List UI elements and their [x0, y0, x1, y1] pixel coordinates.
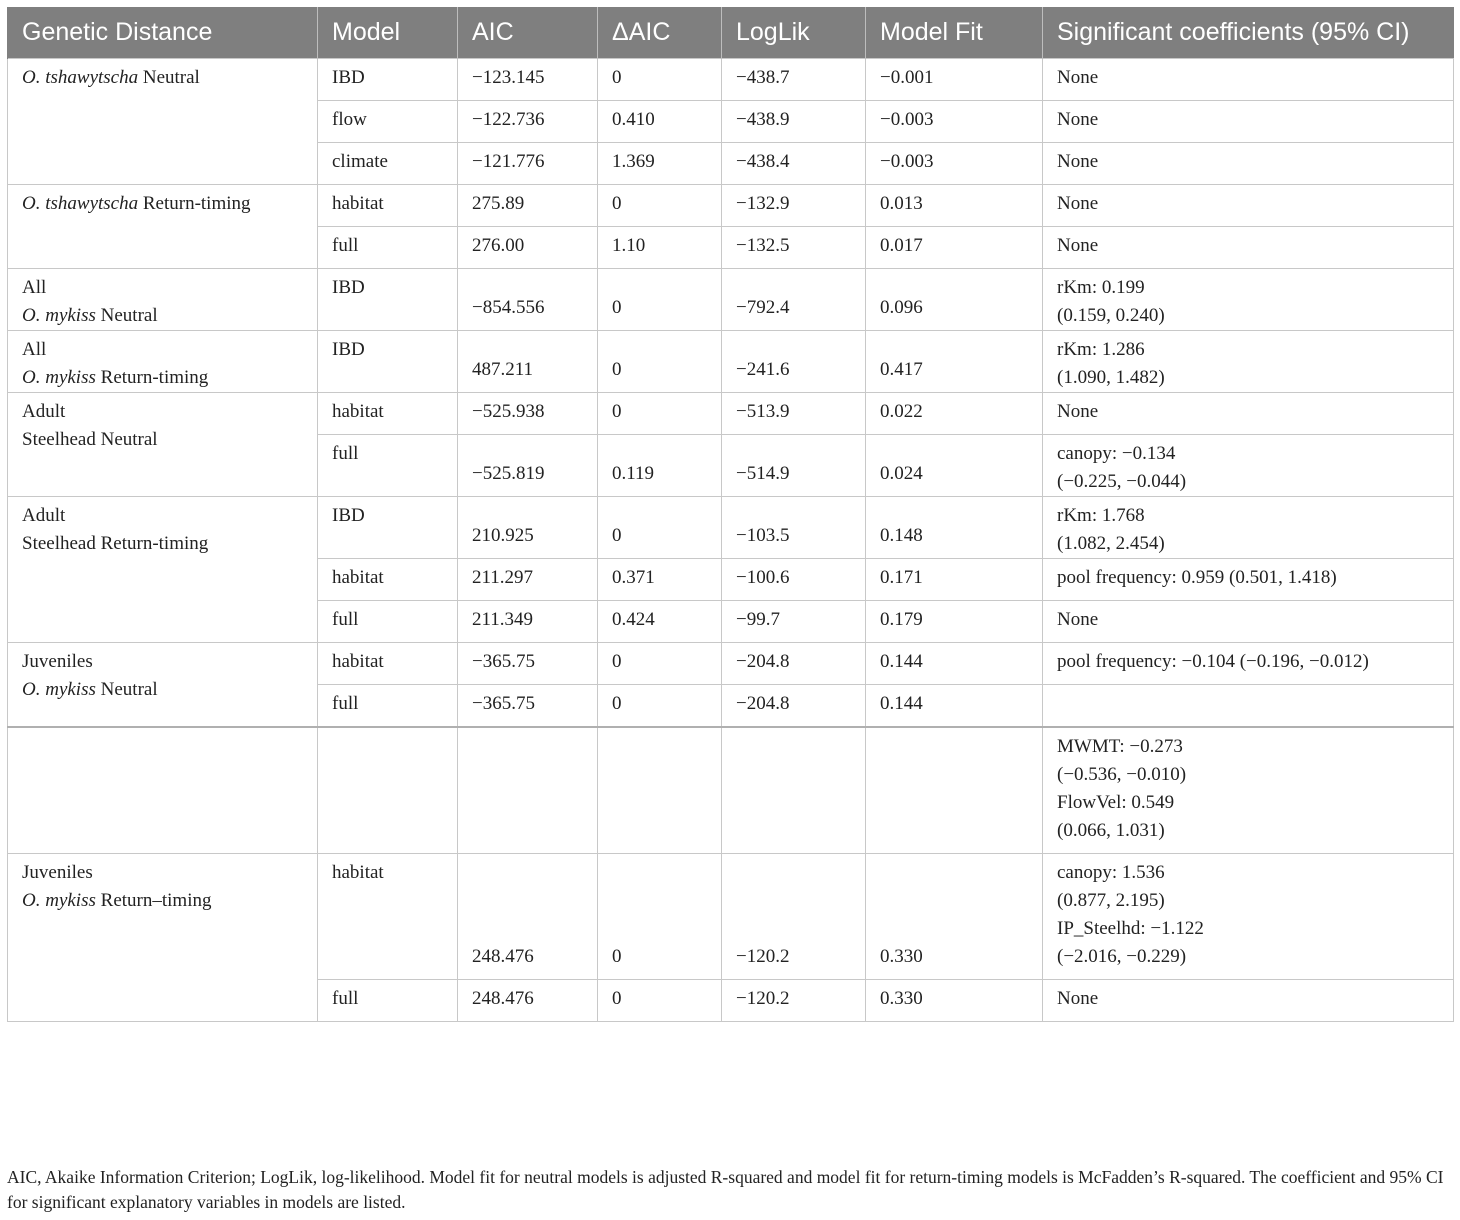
coefficients-cell: None	[1043, 227, 1454, 269]
coefficients-cell: None	[1043, 393, 1454, 435]
delta-aic-cell: 0	[598, 185, 722, 227]
loglik-cell: −120.2	[722, 979, 866, 1021]
model-fit-cell: −0.003	[866, 101, 1043, 143]
model-fit-cell: 0.017	[866, 227, 1043, 269]
coefficients-cell: None	[1043, 59, 1454, 101]
delta-aic-cell: 0.424	[598, 601, 722, 643]
distance-type: Steelhead Return-timing	[22, 533, 209, 554]
table-row	[8, 643, 1454, 685]
header-significant-coefficients: Significant coefficients (95% CI)	[1043, 7, 1454, 59]
delta-aic-cell: 0	[598, 497, 722, 559]
coefficient-line: (0.877, 2.195)	[1057, 889, 1165, 911]
coefficient-line: (1.082, 2.454)	[1057, 533, 1165, 554]
table-row	[8, 853, 1454, 979]
model-fit-cell: 0.024	[866, 435, 1043, 497]
loglik-cell: −204.8	[722, 685, 866, 727]
aic-cell: −525.819	[458, 435, 598, 497]
model-cell: IBD	[318, 497, 458, 559]
distance-type: Steelhead Neutral	[22, 429, 158, 450]
model-fit-cell	[866, 727, 1043, 854]
model-cell: IBD	[318, 269, 458, 331]
coefficients-cell	[1043, 497, 1454, 559]
genetic-distance-cell	[8, 497, 318, 643]
coefficients-cell	[1043, 331, 1454, 393]
model-cell: full	[318, 601, 458, 643]
coefficient-line: (−0.536, −0.010)	[1057, 763, 1187, 785]
aic-cell: −122.736	[458, 101, 598, 143]
aic-cell: 248.476	[458, 979, 598, 1021]
model-cell: IBD	[318, 331, 458, 393]
group-label: Juveniles	[22, 651, 93, 672]
genetic-distance-cell	[8, 727, 318, 854]
header-genetic-distance: Genetic Distance	[8, 7, 318, 59]
delta-aic-cell: 1.10	[598, 227, 722, 269]
loglik-cell: −132.5	[722, 227, 866, 269]
species-name: O. tshawytscha	[22, 193, 139, 214]
model-fit-cell: 0.022	[866, 393, 1043, 435]
loglik-cell: −204.8	[722, 643, 866, 685]
loglik-cell: −100.6	[722, 559, 866, 601]
model-fit-cell: −0.001	[866, 59, 1043, 101]
loglik-cell: −132.9	[722, 185, 866, 227]
table-footnote: AIC, Akaike Information Criterion; LogLik, log-likelihood. Model fit for neutral models is adjusted R-squared and model fit for return-timing models is McFadden’s R-squared. The coefficient and 95% CI for significant explanatory variables in models are listed.	[7, 1167, 1444, 1212]
loglik-cell: −514.9	[722, 435, 866, 497]
species-name: O. mykiss	[22, 367, 96, 388]
coefficients-cell: None	[1043, 185, 1454, 227]
genetic-distance-cell	[8, 269, 318, 331]
delta-aic-cell	[598, 727, 722, 854]
loglik-cell: −103.5	[722, 497, 866, 559]
table-row	[8, 497, 1454, 559]
model-fit-cell: 0.096	[866, 269, 1043, 331]
model-cell: habitat	[318, 853, 458, 979]
coefficient-line: (0.066, 1.031)	[1057, 819, 1165, 841]
delta-aic-cell: 0	[598, 59, 722, 101]
model-fit-cell: 0.144	[866, 685, 1043, 727]
aic-cell: 211.297	[458, 559, 598, 601]
model-fit-cell: −0.003	[866, 143, 1043, 185]
delta-aic-cell: 0	[598, 979, 722, 1021]
model-cell: IBD	[318, 59, 458, 101]
model-fit-cell: 0.330	[866, 853, 1043, 979]
coefficient-line: rKm: 1.768	[1057, 505, 1145, 526]
delta-aic-cell: 0	[598, 643, 722, 685]
distance-type: Return–timing	[100, 889, 212, 911]
aic-cell: 275.89	[458, 185, 598, 227]
coefficient-line: (1.090, 1.482)	[1057, 367, 1165, 388]
model-cell: full	[318, 435, 458, 497]
results-table	[7, 7, 1454, 1022]
model-fit-cell: 0.171	[866, 559, 1043, 601]
aic-cell: 210.925	[458, 497, 598, 559]
group-label: All	[22, 277, 47, 298]
coefficients-cell	[1043, 685, 1454, 727]
coefficient-line: FlowVel: 0.549	[1057, 791, 1175, 813]
coefficient-line: (−2.016, −0.229)	[1057, 945, 1187, 967]
header-aic: AIC	[458, 7, 598, 59]
table-row	[8, 331, 1454, 393]
aic-cell: −365.75	[458, 643, 598, 685]
header-model-fit: Model Fit	[866, 7, 1043, 59]
genetic-distance-cell	[8, 393, 318, 497]
coefficients-cell: pool frequency: −0.104 (−0.196, −0.012)	[1043, 643, 1454, 685]
distance-type: Return-timing	[142, 193, 251, 214]
aic-cell: 211.349	[458, 601, 598, 643]
genetic-distance-cell	[8, 59, 318, 185]
coefficients-cell	[1043, 853, 1454, 979]
header-delta-aic: ΔAIC	[598, 7, 722, 59]
coefficients-cell	[1043, 435, 1454, 497]
model-cell: full	[318, 685, 458, 727]
model-cell	[318, 727, 458, 854]
delta-aic-cell: 0.410	[598, 101, 722, 143]
aic-cell: −121.776	[458, 143, 598, 185]
coefficient-line: IP_Steelhd: −1.122	[1057, 917, 1204, 939]
coefficient-line: canopy: 1.536	[1057, 861, 1165, 883]
table-row	[8, 393, 1454, 435]
coefficients-cell	[1043, 727, 1454, 854]
loglik-cell: −120.2	[722, 853, 866, 979]
header-loglik: LogLik	[722, 7, 866, 59]
loglik-cell	[722, 727, 866, 854]
delta-aic-cell: 0	[598, 853, 722, 979]
aic-cell: 276.00	[458, 227, 598, 269]
coefficients-cell: None	[1043, 979, 1454, 1021]
distance-type: Neutral	[100, 679, 158, 700]
loglik-cell: −513.9	[722, 393, 866, 435]
coefficient-line: canopy: −0.134	[1057, 443, 1176, 464]
genetic-distance-cell	[8, 185, 318, 269]
distance-type: Return-timing	[100, 367, 209, 388]
delta-aic-cell: 0.371	[598, 559, 722, 601]
delta-aic-cell: 1.369	[598, 143, 722, 185]
coefficients-cell	[1043, 269, 1454, 331]
genetic-distance-cell	[8, 331, 318, 393]
table-row	[8, 269, 1454, 331]
coefficient-line: (−0.225, −0.044)	[1057, 471, 1187, 492]
group-label: Adult	[22, 401, 66, 422]
coefficient-line: MWMT: −0.273	[1057, 735, 1183, 757]
model-cell: habitat	[318, 393, 458, 435]
loglik-cell: −438.9	[722, 101, 866, 143]
model-fit-cell: 0.330	[866, 979, 1043, 1021]
model-fit-cell: 0.179	[866, 601, 1043, 643]
model-cell: habitat	[318, 559, 458, 601]
loglik-cell: −438.7	[722, 59, 866, 101]
delta-aic-cell: 0	[598, 331, 722, 393]
delta-aic-cell: 0	[598, 269, 722, 331]
aic-cell	[458, 727, 598, 854]
table-row	[8, 185, 1454, 227]
aic-cell: −525.938	[458, 393, 598, 435]
table-row	[8, 59, 1454, 101]
table-row	[8, 727, 1454, 854]
group-label: All	[22, 339, 47, 360]
coefficients-cell: None	[1043, 101, 1454, 143]
species-name: O. mykiss	[22, 889, 96, 911]
delta-aic-cell: 0	[598, 393, 722, 435]
model-cell: climate	[318, 143, 458, 185]
distance-type: Neutral	[100, 305, 158, 326]
group-label: Adult	[22, 505, 66, 526]
model-fit-cell: 0.013	[866, 185, 1043, 227]
group-label: Juveniles	[22, 861, 93, 883]
model-fit-cell: 0.148	[866, 497, 1043, 559]
distance-type: Neutral	[142, 67, 200, 88]
loglik-cell: −438.4	[722, 143, 866, 185]
coefficient-line: (0.159, 0.240)	[1057, 305, 1165, 326]
coefficients-cell: None	[1043, 143, 1454, 185]
model-cell: full	[318, 227, 458, 269]
species-name: O. mykiss	[22, 305, 96, 326]
model-fit-cell: 0.144	[866, 643, 1043, 685]
model-cell: habitat	[318, 185, 458, 227]
delta-aic-cell: 0	[598, 685, 722, 727]
species-name: O. mykiss	[22, 679, 96, 700]
aic-cell: 487.211	[458, 331, 598, 393]
genetic-distance-cell	[8, 853, 318, 1021]
model-cell: full	[318, 979, 458, 1021]
header-row	[8, 7, 1454, 59]
loglik-cell: −792.4	[722, 269, 866, 331]
model-cell: flow	[318, 101, 458, 143]
delta-aic-cell: 0.119	[598, 435, 722, 497]
species-name: O. tshawytscha	[22, 67, 139, 88]
genetic-distance-cell	[8, 643, 318, 727]
coefficient-line: rKm: 1.286	[1057, 339, 1145, 360]
loglik-cell: −99.7	[722, 601, 866, 643]
coefficient-line: rKm: 0.199	[1057, 277, 1145, 298]
coefficients-cell: pool frequency: 0.959 (0.501, 1.418)	[1043, 559, 1454, 601]
model-cell: habitat	[318, 643, 458, 685]
aic-cell: 248.476	[458, 853, 598, 979]
loglik-cell: −241.6	[722, 331, 866, 393]
coefficients-cell: None	[1043, 601, 1454, 643]
model-fit-cell: 0.417	[866, 331, 1043, 393]
aic-cell: −854.556	[458, 269, 598, 331]
aic-cell: −365.75	[458, 685, 598, 727]
aic-cell: −123.145	[458, 59, 598, 101]
header-model: Model	[318, 7, 458, 59]
